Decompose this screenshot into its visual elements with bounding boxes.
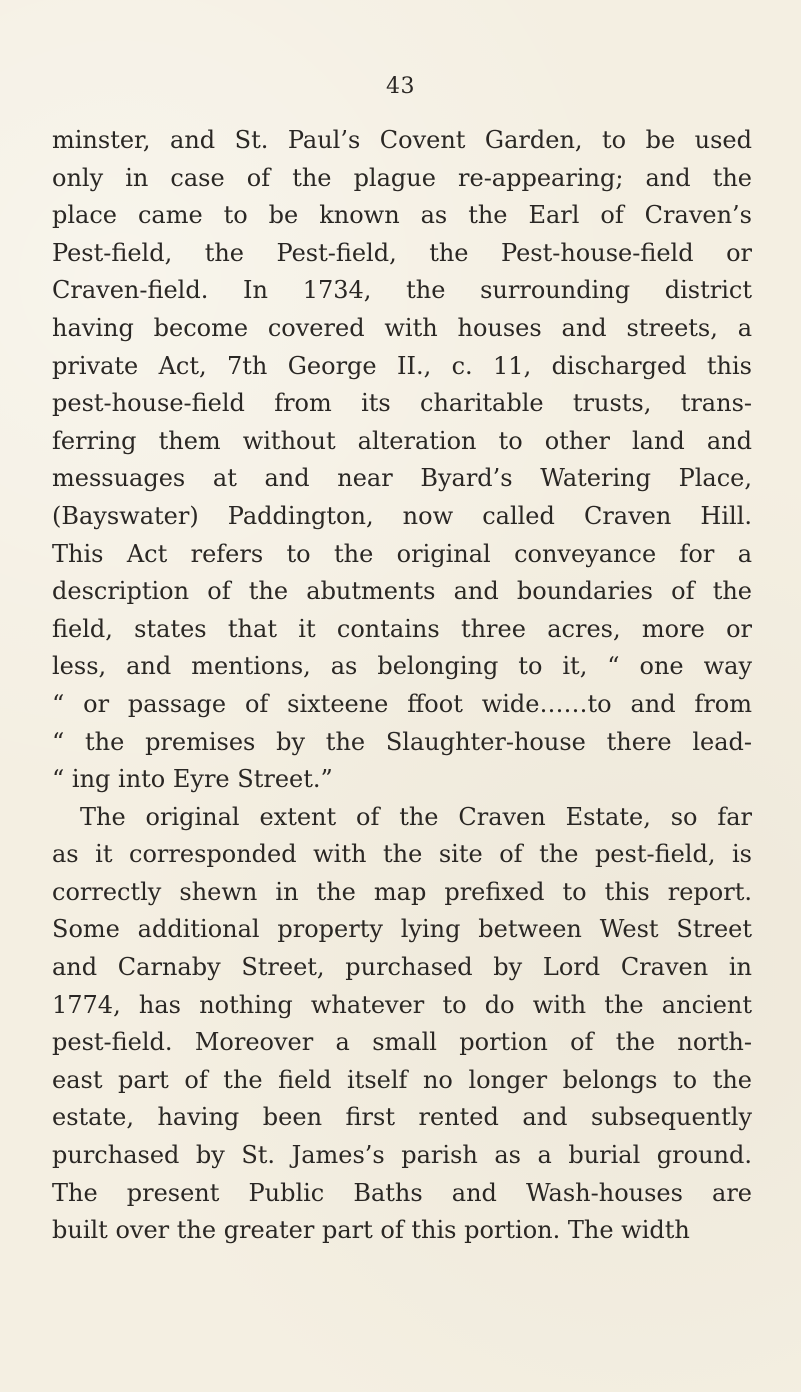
text-line: less, and mentions, as belonging to it, “ one way: [52, 652, 752, 681]
text-line: Pest-field, the Pest-field, the Pest-house-field or: [52, 238, 752, 267]
text-line: as it corresponded with the site of the pest-field, is: [52, 840, 752, 869]
text-line: “ or passage of sixteene ffoot wide……to and from: [52, 689, 752, 718]
text-line: minster, and St. Paul’s Covent Garden, to be used: [52, 126, 752, 154]
body-text: [52, 122, 752, 1250]
text-line: (Bayswater) Paddington, now called Craven Hill.: [52, 501, 752, 530]
text-line: The original extent of the Craven Estate, so far: [80, 802, 752, 831]
text-line: east part of the field itself no longer belongs to the: [52, 1065, 752, 1094]
text-line: description of the abutments and boundaries of the: [52, 577, 752, 606]
text-line: correctly shewn in the map prefixed to this report.: [52, 877, 752, 906]
text-line: private Act, 7th George II., c. 11, discharged this: [52, 351, 752, 380]
text-line: and Carnaby Street, purchased by Lord Craven in: [52, 953, 752, 982]
text-line: purchased by St. James’s parish as a burial ground.: [52, 1141, 752, 1170]
text-line: This Act refers to the original conveyance for a: [52, 539, 752, 568]
text-line: Craven-field. In 1734, the surrounding district: [52, 276, 752, 305]
text-line: estate, having been first rented and subsequently: [52, 1103, 752, 1132]
text-line: place came to be known as the Earl of Craven’s: [52, 201, 752, 230]
text-line: only in case of the plague re-appearing; and the: [52, 163, 752, 192]
text-line: messuages at and near Byard’s Watering Place,: [52, 464, 752, 493]
text-line: built over the greater part of this portion. The width: [52, 1216, 690, 1245]
text-line: “ ing into Eyre Street.”: [52, 765, 333, 794]
text-line: “ the premises by the Slaughter-house there lead-: [52, 727, 752, 756]
text-line: ferring them without alteration to other land and: [52, 426, 752, 455]
text-line: having become covered with houses and streets, a: [52, 313, 752, 342]
text-line: Some additional property lying between West Street: [52, 915, 752, 944]
text-line: The present Public Baths and Wash-houses are: [52, 1178, 752, 1207]
text-line: pest-field. Moreover a small portion of the north-: [52, 1028, 752, 1057]
text-line: 1774, has nothing whatever to do with the ancient: [52, 990, 752, 1019]
text-line: field, states that it contains three acres, more or: [52, 614, 752, 643]
page-number: 43: [386, 74, 415, 99]
text-line: pest-house-field from its charitable trusts, trans-: [52, 389, 752, 418]
